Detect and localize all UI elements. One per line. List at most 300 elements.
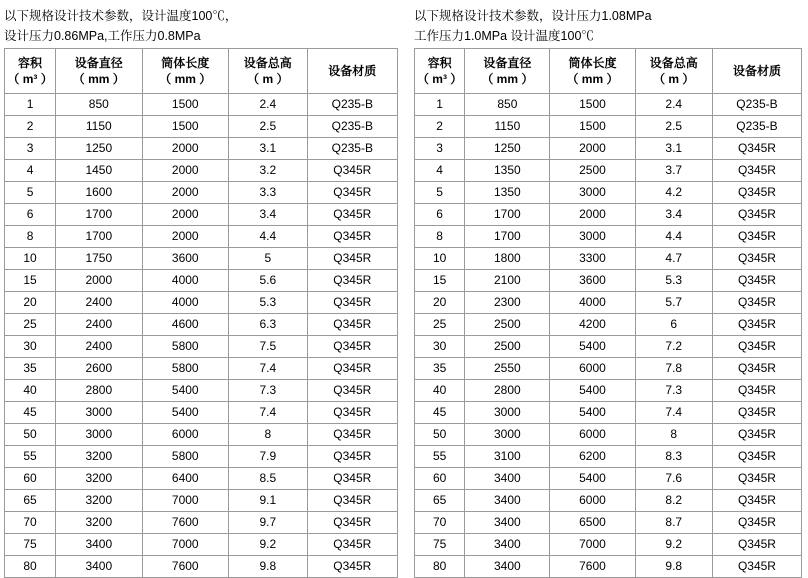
- cell-length: 1500: [550, 116, 635, 138]
- cell-material: Q345R: [712, 204, 801, 226]
- cell-diameter: 1750: [56, 248, 142, 270]
- header-name: 容积: [427, 56, 452, 70]
- column-header-material: [307, 49, 397, 94]
- cell-material: Q345R: [712, 424, 801, 446]
- table-row: [415, 292, 802, 314]
- header-unit: （ m ）: [247, 72, 289, 86]
- cell-height: 7.6: [635, 468, 712, 490]
- table-row: [415, 204, 802, 226]
- cell-material: Q345R: [712, 226, 801, 248]
- cell-height: 5.3: [635, 270, 712, 292]
- cell-material: Q345R: [307, 490, 397, 512]
- cell-volume: 35: [5, 358, 56, 380]
- cell-material: Q345R: [712, 446, 801, 468]
- cell-material: Q345R: [307, 314, 397, 336]
- cell-volume: 55: [415, 446, 465, 468]
- cell-volume: 10: [5, 248, 56, 270]
- cell-height: 8: [228, 424, 307, 446]
- cell-length: 6400: [142, 468, 228, 490]
- cell-length: 4000: [550, 292, 635, 314]
- cell-volume: 1: [5, 94, 56, 116]
- cell-height: 2.5: [635, 116, 712, 138]
- cell-material: Q345R: [307, 402, 397, 424]
- header-name: 筒体长度: [568, 56, 617, 70]
- spec-table-right: [414, 48, 802, 578]
- cell-height: 4.7: [635, 248, 712, 270]
- cell-diameter: 1350: [465, 160, 550, 182]
- cell-diameter: 1800: [465, 248, 550, 270]
- cell-volume: 70: [415, 512, 465, 534]
- table-row: [5, 402, 398, 424]
- header-name: 容积: [18, 56, 43, 70]
- cell-length: 6200: [550, 446, 635, 468]
- cell-diameter: 1700: [56, 226, 142, 248]
- cell-volume: 6: [415, 204, 465, 226]
- cell-length: 6000: [550, 358, 635, 380]
- cell-volume: 20: [415, 292, 465, 314]
- cell-height: 9.2: [635, 534, 712, 556]
- cell-material: Q235-B: [712, 94, 801, 116]
- cell-material: Q345R: [712, 512, 801, 534]
- cell-diameter: 3100: [465, 446, 550, 468]
- cell-height: 9.7: [228, 512, 307, 534]
- cell-volume: 2: [415, 116, 465, 138]
- cell-length: 6000: [142, 424, 228, 446]
- cell-volume: 35: [415, 358, 465, 380]
- cell-length: 2000: [142, 138, 228, 160]
- cell-height: 4.2: [635, 182, 712, 204]
- cell-length: 2000: [142, 226, 228, 248]
- cell-length: 5400: [142, 402, 228, 424]
- table-row: [5, 314, 398, 336]
- cell-diameter: 2800: [56, 380, 142, 402]
- cell-diameter: 2800: [465, 380, 550, 402]
- cell-volume: 80: [5, 556, 56, 578]
- cell-height: 5.7: [635, 292, 712, 314]
- cell-diameter: 2400: [56, 292, 142, 314]
- cell-height: 6: [635, 314, 712, 336]
- cell-diameter: 3000: [465, 402, 550, 424]
- cell-diameter: 3200: [56, 468, 142, 490]
- cell-length: 7600: [142, 512, 228, 534]
- column-header-height: [228, 49, 307, 94]
- cell-diameter: 2500: [465, 336, 550, 358]
- cell-length: 5800: [142, 446, 228, 468]
- intro-text-left: [4, 6, 404, 46]
- table-row: [5, 94, 398, 116]
- cell-volume: 25: [5, 314, 56, 336]
- cell-material: Q345R: [307, 270, 397, 292]
- intro-text-right: [414, 6, 808, 46]
- cell-volume: 30: [5, 336, 56, 358]
- table-row: [415, 226, 802, 248]
- table-row: [415, 336, 802, 358]
- table-row: [5, 490, 398, 512]
- cell-height: 7.4: [228, 402, 307, 424]
- cell-length: 1500: [142, 116, 228, 138]
- cell-height: 3.3: [228, 182, 307, 204]
- cell-volume: 5: [5, 182, 56, 204]
- cell-height: 9.2: [228, 534, 307, 556]
- cell-material: Q345R: [712, 182, 801, 204]
- cell-volume: 8: [5, 226, 56, 248]
- cell-height: 7.3: [228, 380, 307, 402]
- cell-height: 2.4: [228, 94, 307, 116]
- cell-volume: 5: [415, 182, 465, 204]
- cell-length: 2000: [142, 182, 228, 204]
- cell-volume: 50: [5, 424, 56, 446]
- cell-length: 4200: [550, 314, 635, 336]
- table-row: [415, 446, 802, 468]
- cell-diameter: 2300: [465, 292, 550, 314]
- cell-length: 7600: [550, 556, 635, 578]
- column-header-diameter: [56, 49, 142, 94]
- cell-diameter: 1150: [56, 116, 142, 138]
- cell-volume: 15: [5, 270, 56, 292]
- cell-length: 7000: [550, 534, 635, 556]
- cell-material: Q345R: [307, 380, 397, 402]
- cell-height: 5: [228, 248, 307, 270]
- cell-length: 3600: [550, 270, 635, 292]
- cell-diameter: 3400: [465, 534, 550, 556]
- cell-diameter: 2500: [465, 314, 550, 336]
- header-name: 设备总高: [243, 56, 292, 70]
- table-body-right: [415, 94, 802, 578]
- cell-height: 9.8: [635, 556, 712, 578]
- cell-material: Q345R: [307, 336, 397, 358]
- cell-diameter: 1600: [56, 182, 142, 204]
- cell-volume: 10: [415, 248, 465, 270]
- intro-line: 以下规格设计技术参数，设计温度100℃，: [4, 9, 238, 23]
- cell-volume: 2: [5, 116, 56, 138]
- cell-diameter: 2400: [56, 314, 142, 336]
- table-row: [5, 512, 398, 534]
- cell-length: 5400: [550, 336, 635, 358]
- cell-length: 2000: [550, 138, 635, 160]
- header-unit: （ mm ）: [481, 72, 534, 86]
- table-row: [415, 424, 802, 446]
- cell-material: Q345R: [307, 512, 397, 534]
- cell-height: 9.8: [228, 556, 307, 578]
- cell-height: 7.2: [635, 336, 712, 358]
- table-row: [415, 314, 802, 336]
- cell-volume: 80: [415, 556, 465, 578]
- cell-material: Q345R: [307, 204, 397, 226]
- cell-height: 3.1: [635, 138, 712, 160]
- cell-material: Q345R: [307, 248, 397, 270]
- cell-material: Q345R: [712, 160, 801, 182]
- table-body-left: [5, 94, 398, 578]
- cell-height: 3.1: [228, 138, 307, 160]
- cell-length: 4000: [142, 270, 228, 292]
- cell-height: 7.3: [635, 380, 712, 402]
- cell-volume: 40: [5, 380, 56, 402]
- cell-diameter: 3000: [465, 424, 550, 446]
- cell-material: Q345R: [307, 534, 397, 556]
- table-header-row: [415, 49, 802, 94]
- cell-material: Q345R: [712, 336, 801, 358]
- cell-material: Q345R: [712, 138, 801, 160]
- cell-height: 3.2: [228, 160, 307, 182]
- header-name: 筒体长度: [161, 56, 210, 70]
- cell-volume: 45: [415, 402, 465, 424]
- cell-volume: 30: [415, 336, 465, 358]
- cell-material: Q345R: [307, 182, 397, 204]
- table-row: [415, 380, 802, 402]
- cell-material: Q345R: [712, 292, 801, 314]
- table-row: [5, 424, 398, 446]
- cell-volume: 6: [5, 204, 56, 226]
- cell-material: Q345R: [307, 446, 397, 468]
- cell-diameter: 3400: [465, 556, 550, 578]
- cell-length: 4000: [142, 292, 228, 314]
- cell-diameter: 3200: [56, 512, 142, 534]
- table-header-row: [5, 49, 398, 94]
- cell-diameter: 2000: [56, 270, 142, 292]
- column-header-length: [550, 49, 635, 94]
- table-row: [5, 204, 398, 226]
- intro-line: 工作压力1.0MPa 设计温度100℃: [414, 29, 594, 43]
- table-row: [5, 270, 398, 292]
- cell-diameter: 3000: [56, 424, 142, 446]
- cell-material: Q345R: [712, 534, 801, 556]
- column-header-volume: [5, 49, 56, 94]
- intro-line: 设计压力0.86MPa,工作压力0.8MPa: [4, 29, 201, 43]
- cell-volume: 3: [5, 138, 56, 160]
- cell-length: 2000: [142, 204, 228, 226]
- cell-material: Q345R: [712, 490, 801, 512]
- cell-diameter: 1350: [465, 182, 550, 204]
- cell-height: 7.5: [228, 336, 307, 358]
- table-row: [415, 138, 802, 160]
- cell-diameter: 3200: [56, 490, 142, 512]
- cell-length: 5800: [142, 358, 228, 380]
- cell-length: 3000: [550, 226, 635, 248]
- cell-volume: 25: [415, 314, 465, 336]
- table-row: [415, 402, 802, 424]
- cell-height: 7.8: [635, 358, 712, 380]
- header-name: 设备材质: [328, 64, 377, 78]
- cell-length: 5800: [142, 336, 228, 358]
- cell-length: 3600: [142, 248, 228, 270]
- cell-length: 2500: [550, 160, 635, 182]
- cell-volume: 40: [415, 380, 465, 402]
- column-header-diameter: [465, 49, 550, 94]
- table-row: [5, 248, 398, 270]
- cell-volume: 1: [415, 94, 465, 116]
- cell-height: 6.3: [228, 314, 307, 336]
- cell-material: Q345R: [712, 402, 801, 424]
- cell-height: 8.2: [635, 490, 712, 512]
- cell-height: 8: [635, 424, 712, 446]
- cell-volume: 8: [415, 226, 465, 248]
- cell-volume: 4: [415, 160, 465, 182]
- header-unit: （ m ）: [653, 72, 695, 86]
- cell-height: 5.3: [228, 292, 307, 314]
- cell-volume: 75: [415, 534, 465, 556]
- cell-material: Q345R: [712, 314, 801, 336]
- cell-material: Q345R: [712, 358, 801, 380]
- cell-height: 4.4: [228, 226, 307, 248]
- cell-diameter: 1700: [465, 226, 550, 248]
- cell-material: Q345R: [307, 556, 397, 578]
- table-row: [5, 336, 398, 358]
- cell-height: 3.7: [635, 160, 712, 182]
- cell-diameter: 2400: [56, 336, 142, 358]
- intro-line: 以下规格设计技术参数，设计压力1.08MPa: [414, 9, 652, 23]
- table-row: [5, 226, 398, 248]
- header-unit: （ mm ）: [72, 72, 125, 86]
- cell-volume: 50: [415, 424, 465, 446]
- cell-volume: 45: [5, 402, 56, 424]
- cell-volume: 60: [415, 468, 465, 490]
- column-header-material: [712, 49, 801, 94]
- cell-diameter: 1700: [56, 204, 142, 226]
- table-row: [415, 556, 802, 578]
- cell-height: 4.4: [635, 226, 712, 248]
- cell-height: 7.4: [228, 358, 307, 380]
- cell-diameter: 1250: [56, 138, 142, 160]
- cell-volume: 70: [5, 512, 56, 534]
- table-row: [415, 160, 802, 182]
- column-header-height: [635, 49, 712, 94]
- table-row: [415, 468, 802, 490]
- cell-material: Q345R: [712, 270, 801, 292]
- cell-length: 1500: [550, 94, 635, 116]
- cell-diameter: 1700: [465, 204, 550, 226]
- cell-length: 5400: [550, 380, 635, 402]
- header-unit: （ m³ ）: [416, 72, 463, 86]
- cell-length: 4600: [142, 314, 228, 336]
- cell-diameter: 3000: [56, 402, 142, 424]
- cell-diameter: 1450: [56, 160, 142, 182]
- cell-height: 9.1: [228, 490, 307, 512]
- cell-diameter: 1150: [465, 116, 550, 138]
- cell-height: 2.5: [228, 116, 307, 138]
- cell-diameter: 1250: [465, 138, 550, 160]
- cell-material: Q345R: [712, 380, 801, 402]
- cell-diameter: 2550: [465, 358, 550, 380]
- header-unit: （ mm ）: [566, 72, 619, 86]
- cell-length: 5400: [550, 402, 635, 424]
- cell-height: 2.4: [635, 94, 712, 116]
- table-row: [415, 116, 802, 138]
- cell-length: 3300: [550, 248, 635, 270]
- cell-material: Q345R: [307, 468, 397, 490]
- cell-diameter: 850: [465, 94, 550, 116]
- column-header-length: [142, 49, 228, 94]
- table-row: [5, 292, 398, 314]
- cell-volume: 60: [5, 468, 56, 490]
- table-row: [415, 94, 802, 116]
- spec-table-left: [4, 48, 398, 578]
- cell-length: 7000: [142, 534, 228, 556]
- cell-material: Q345R: [307, 424, 397, 446]
- table-row: [5, 182, 398, 204]
- cell-volume: 55: [5, 446, 56, 468]
- spec-panel-right: [404, 0, 808, 578]
- table-row: [5, 534, 398, 556]
- header-name: 设备直径: [74, 56, 123, 70]
- cell-material: Q345R: [307, 160, 397, 182]
- cell-material: Q345R: [307, 226, 397, 248]
- table-row: [415, 512, 802, 534]
- table-row: [5, 358, 398, 380]
- header-unit: （ m³ ）: [7, 72, 53, 86]
- cell-length: 1500: [142, 94, 228, 116]
- cell-diameter: 3400: [465, 512, 550, 534]
- cell-length: 6500: [550, 512, 635, 534]
- cell-height: 3.4: [635, 204, 712, 226]
- table-row: [5, 138, 398, 160]
- cell-volume: 65: [415, 490, 465, 512]
- cell-diameter: 3400: [465, 490, 550, 512]
- table-row: [5, 160, 398, 182]
- cell-material: Q345R: [712, 248, 801, 270]
- cell-volume: 65: [5, 490, 56, 512]
- cell-volume: 4: [5, 160, 56, 182]
- cell-height: 3.4: [228, 204, 307, 226]
- table-row: [5, 468, 398, 490]
- column-header-volume: [415, 49, 465, 94]
- cell-height: 7.4: [635, 402, 712, 424]
- table-row: [415, 358, 802, 380]
- table-row: [415, 248, 802, 270]
- table-row: [5, 446, 398, 468]
- cell-length: 7000: [142, 490, 228, 512]
- cell-length: 5400: [142, 380, 228, 402]
- cell-material: Q345R: [307, 292, 397, 314]
- cell-material: Q235-B: [712, 116, 801, 138]
- cell-material: Q345R: [307, 358, 397, 380]
- table-row: [415, 270, 802, 292]
- table-row: [415, 182, 802, 204]
- cell-material: Q345R: [712, 556, 801, 578]
- cell-diameter: 3400: [56, 534, 142, 556]
- cell-diameter: 850: [56, 94, 142, 116]
- cell-diameter: 3200: [56, 446, 142, 468]
- cell-diameter: 2100: [465, 270, 550, 292]
- cell-volume: 75: [5, 534, 56, 556]
- table-row: [5, 380, 398, 402]
- cell-length: 5400: [550, 468, 635, 490]
- cell-length: 2000: [142, 160, 228, 182]
- cell-length: 2000: [550, 204, 635, 226]
- header-name: 设备直径: [483, 56, 532, 70]
- cell-height: 8.5: [228, 468, 307, 490]
- cell-height: 5.6: [228, 270, 307, 292]
- cell-length: 3000: [550, 182, 635, 204]
- cell-volume: 20: [5, 292, 56, 314]
- cell-material: Q235-B: [307, 138, 397, 160]
- table-row: [415, 534, 802, 556]
- table-row: [415, 490, 802, 512]
- cell-length: 6000: [550, 490, 635, 512]
- cell-volume: 15: [415, 270, 465, 292]
- header-name: 设备总高: [649, 56, 698, 70]
- table-row: [5, 116, 398, 138]
- cell-height: 8.7: [635, 512, 712, 534]
- cell-length: 6000: [550, 424, 635, 446]
- cell-height: 8.3: [635, 446, 712, 468]
- cell-diameter: 2600: [56, 358, 142, 380]
- header-name: 设备材质: [732, 64, 781, 78]
- header-unit: （ mm ）: [159, 72, 212, 86]
- cell-material: Q235-B: [307, 116, 397, 138]
- cell-volume: 3: [415, 138, 465, 160]
- cell-material: Q345R: [712, 468, 801, 490]
- table-row: [5, 556, 398, 578]
